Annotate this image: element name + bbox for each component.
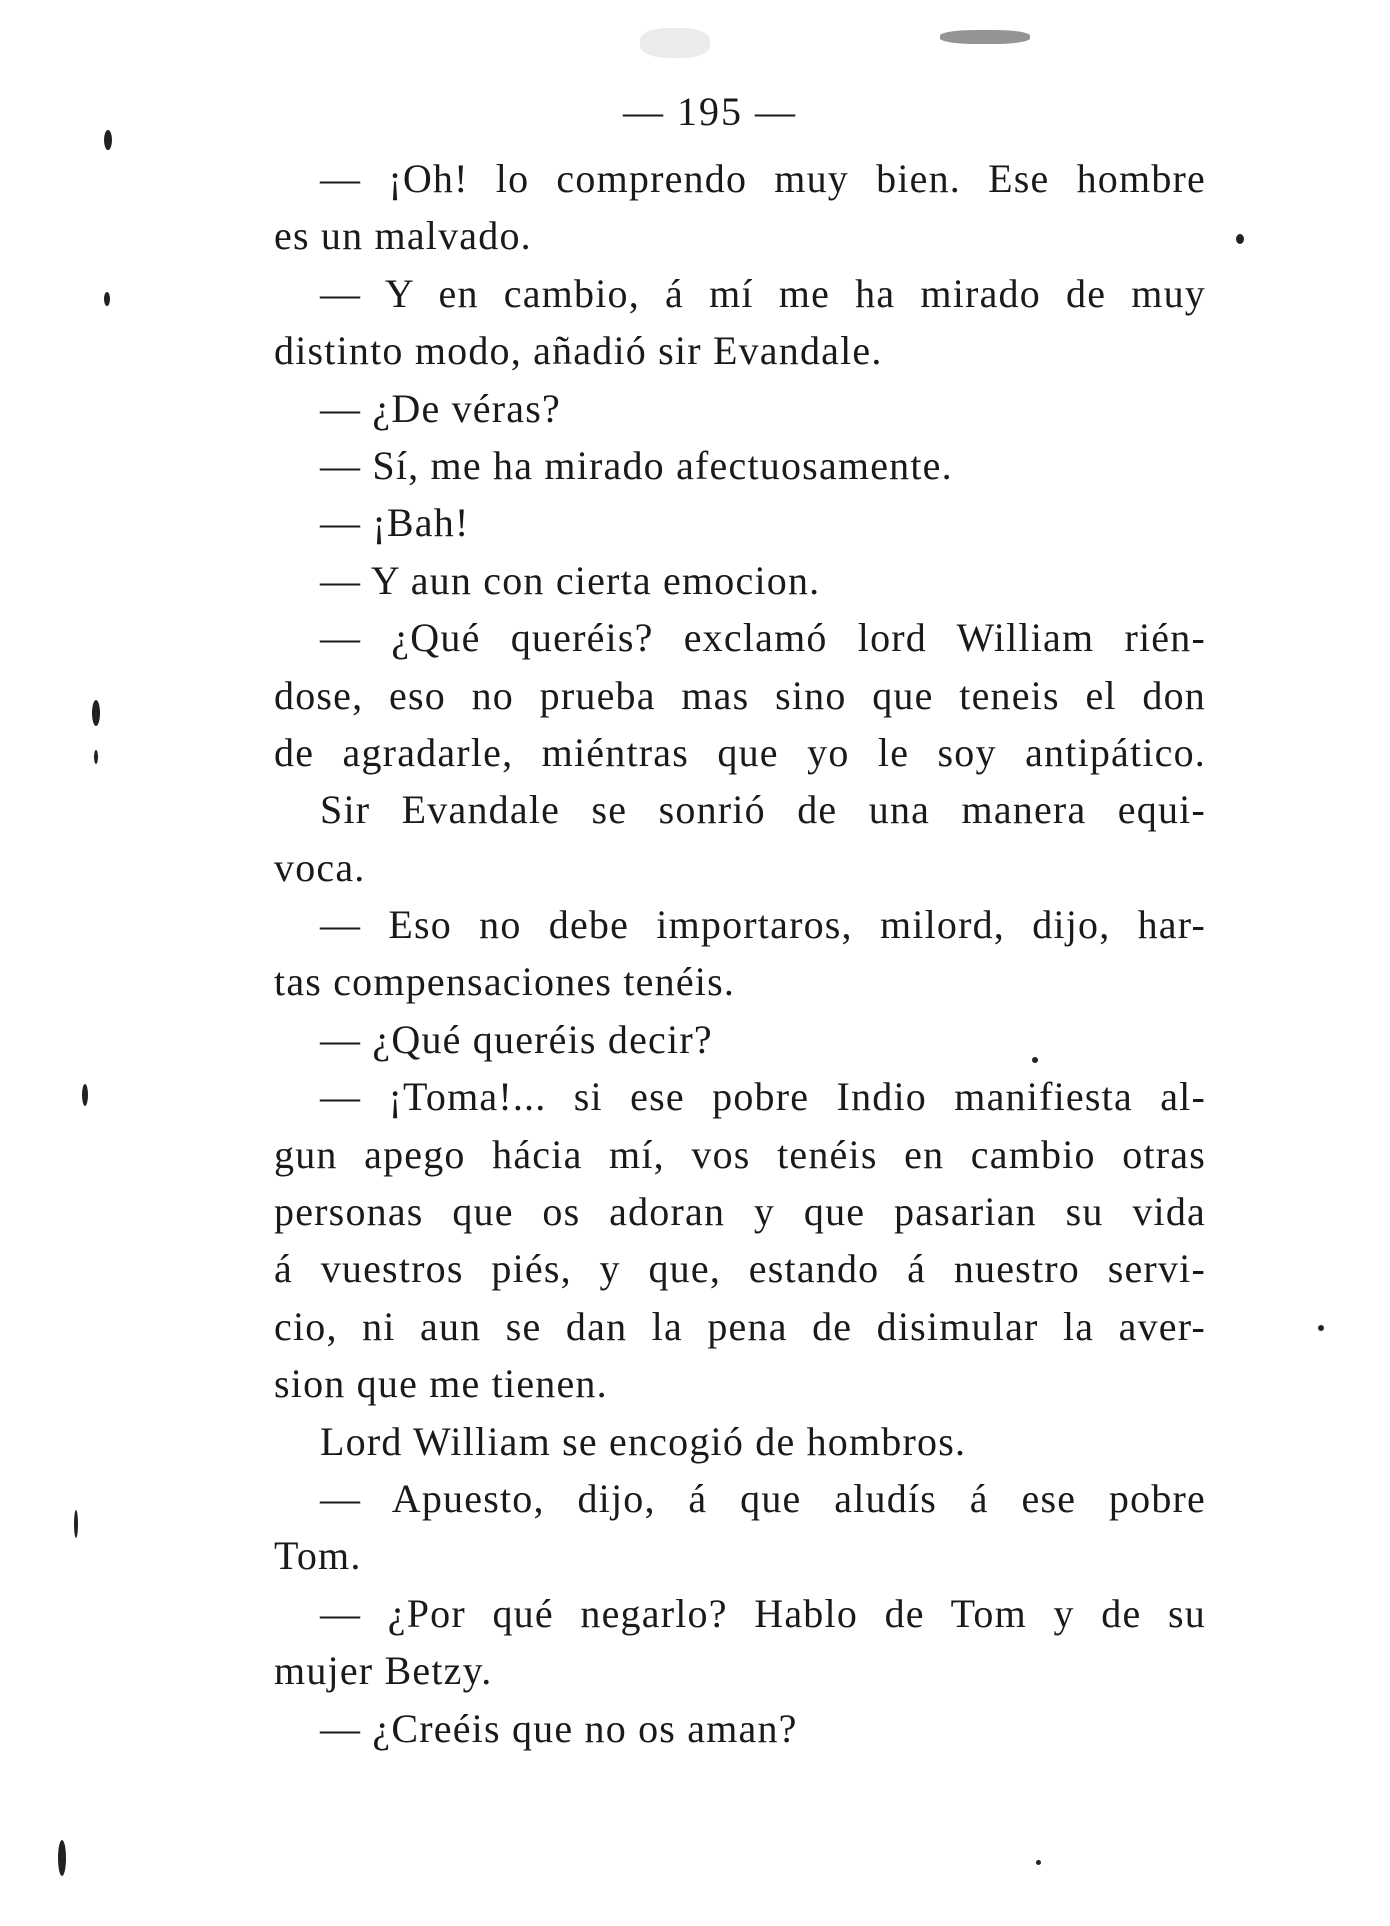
text-line: voca. (274, 844, 366, 890)
text-line: de agradarle, miéntras que yo le soy antipático. (274, 729, 1206, 775)
text-line: — ¡Oh! lo comprendo muy bien. Ese hombre (320, 156, 1206, 201)
text-line: mujer Betzy. (274, 1648, 493, 1694)
text-line: — ¿Qué queréis decir? (320, 1016, 713, 1062)
text-line: tas compensaciones tenéis. (274, 959, 736, 1005)
margin-speck (104, 292, 110, 306)
text-line: á vuestros piés, y que, estando á nuestro servi- (274, 1246, 1206, 1292)
text-line: personas que os adoran y que pasarian su vida (274, 1189, 1206, 1235)
text-line: — Sí, me ha mirado afectuosamente. (320, 442, 953, 488)
margin-speck (74, 1510, 78, 1538)
scan-smudge-top-faint (640, 28, 710, 58)
text-line: — Apuesto, dijo, á que aludís á ese pobre (320, 1475, 1206, 1521)
margin-speck (1318, 1325, 1324, 1331)
text-line: Lord William se encogió de hombros. (320, 1418, 967, 1464)
margin-speck (58, 1840, 66, 1876)
text-line: sion que me tienen. (274, 1361, 608, 1407)
text-line: es un malvado. (274, 213, 532, 259)
text-line: cio, ni aun se dan la pena de disimular la aver- (274, 1303, 1206, 1349)
text-line: — Eso no debe importaros, milord, dijo, har- (320, 902, 1206, 948)
text-line: — ¿Creéis que no os aman? (320, 1705, 798, 1751)
margin-speck (1236, 234, 1244, 244)
text-line: gun apego hácia mí, vos tenéis en cambio otras (274, 1131, 1206, 1177)
text-line: Sir Evandale se sonrió de una manera equi- (320, 787, 1206, 833)
margin-speck (82, 1084, 88, 1106)
text-line: — Y aun con cierta emocion. (320, 557, 821, 603)
text-line: — Y en cambio, á mí me ha mirado de muy (320, 270, 1206, 316)
text-line: — ¿Qué queréis? exclamó lord William rién- (320, 615, 1206, 661)
text-line: — ¡Bah! (320, 500, 470, 546)
text-line: dose, eso no prueba mas sino que teneis el don (274, 672, 1206, 718)
page-number: — 195 — (623, 89, 797, 134)
scan-smudge-top (940, 30, 1030, 44)
margin-speck (92, 700, 100, 726)
text-line: — ¿Por qué negarlo? Hablo de Tom y de su (320, 1590, 1206, 1636)
margin-speck (1036, 1860, 1041, 1865)
text-line: distinto modo, añadió sir Evandale. (274, 328, 883, 374)
body-text (274, 150, 1206, 1757)
text-line: Tom. (274, 1533, 362, 1579)
margin-speck (94, 750, 98, 764)
text-line: — ¡Toma!... si ese pobre Indio manifiesta al- (320, 1074, 1206, 1120)
text-line: — ¿De véras? (320, 385, 561, 431)
